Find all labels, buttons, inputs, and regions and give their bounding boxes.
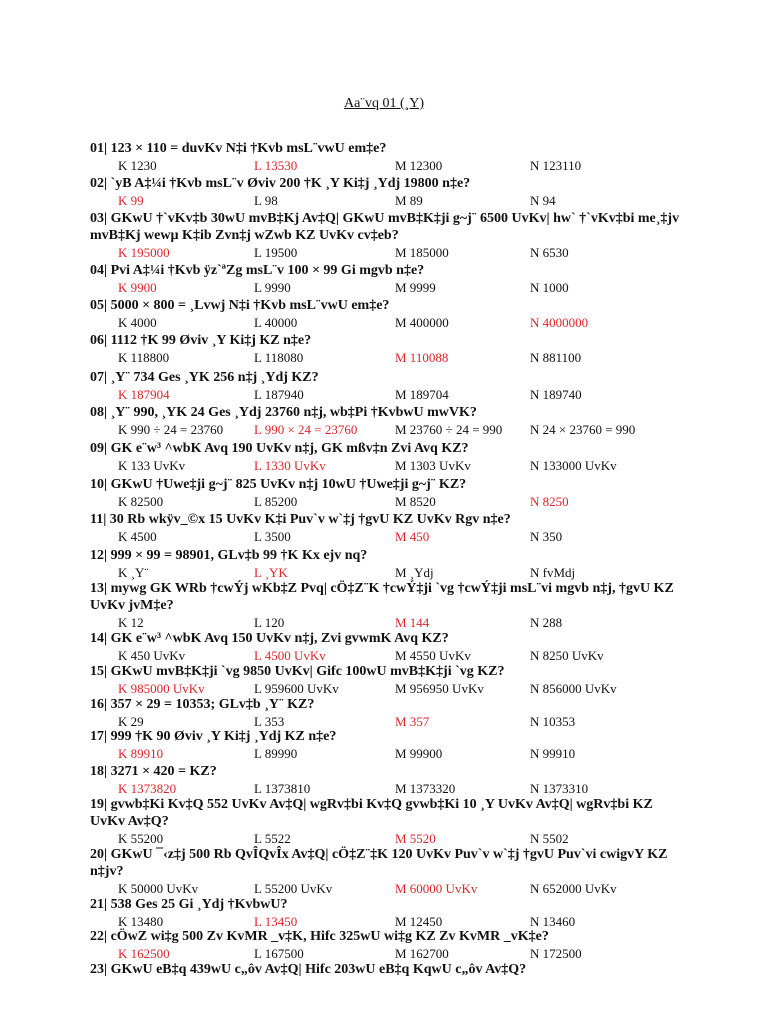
- question-text: 23| GKwU eB‡q 439wU c„ôv Av‡Q| Hifc 203wU eB‡q KqwU c„ôv Av‡Q?: [90, 962, 527, 977]
- option-correct: M 60000 UvKv: [395, 881, 478, 896]
- option: K ¸Y¨: [118, 565, 149, 580]
- option-row: [0, 881, 768, 897]
- option: N 94: [530, 193, 556, 208]
- option: L 89990: [254, 746, 298, 761]
- option: L 19500: [254, 245, 298, 260]
- question-text: 05| 5000 × 800 = ¸Lvwj N‡i †Kvb msL¨vwU em‡e?: [90, 298, 390, 313]
- option: M 400000: [395, 315, 449, 330]
- option-correct: N 8250: [530, 494, 569, 509]
- option-row: [0, 615, 768, 631]
- option-correct: M 450: [395, 529, 430, 544]
- option-row: [0, 245, 768, 261]
- option-correct: L 13450: [254, 914, 298, 929]
- option: N 652000 UvKv: [530, 881, 617, 896]
- option-row: [0, 529, 768, 545]
- option: N 288: [530, 615, 563, 630]
- question-text: 04| Pvi A‡¼i †Kvb ÿz`ªZg msL¨v 100 × 99 Gi mgvb n‡e?: [90, 263, 425, 278]
- option: M 12450: [395, 914, 443, 929]
- option: N 123110: [530, 158, 582, 173]
- option-row: [0, 280, 768, 296]
- question-text: 01| 123 × 110 = duvKv N‡i †Kvb msL¨vwU em‡e?: [90, 141, 387, 156]
- question-text: 11| 30 Rb wkÿv_©x 15 UvKv K‡i Puv`v w`‡j †gvU KZ UvKv Rgv n‡e?: [90, 512, 511, 527]
- option: L 40000: [254, 315, 298, 330]
- option-row: [0, 193, 768, 209]
- option-correct: M 144: [395, 615, 430, 630]
- option: K 50000 UvKv: [118, 881, 199, 896]
- option-correct: L 990 × 24 = 23760: [254, 422, 358, 437]
- question-text: 17| 999 †K 90 Øviv ¸Y Ki‡j ¸Ydj KZ n‡e?: [90, 729, 337, 744]
- option: N 8250 UvKv: [530, 648, 604, 663]
- option-correct: M 110088: [395, 350, 449, 365]
- option: L 5522: [254, 831, 291, 846]
- option-row: [0, 946, 768, 962]
- option: N 856000 UvKv: [530, 681, 617, 696]
- question-text: 19| gvwb‡Ki Kv‡Q 552 UvKv Av‡Q| wgRv‡bi Kv‡Q gvwb‡Ki 10 ¸Y UvKv Av‡Q| wgRv‡bi KZ UvKv Av‡Q?: [90, 797, 653, 829]
- option: N 1373310: [530, 781, 589, 796]
- option-correct: L 13530: [254, 158, 298, 173]
- question-text: 13| mywg GK WRb †cwÝj wKb‡Z Pvq| cÖ‡Z¨K †cwÝ‡ji `vg †cwÝ‡ji msL¨vi mgvb n‡j, †gvU KZ UvKv jvM‡e?: [90, 581, 674, 613]
- option: N 350: [530, 529, 563, 544]
- option-correct: K 1373820: [118, 781, 177, 796]
- option: L 85200: [254, 494, 298, 509]
- option: N 13460: [530, 914, 576, 929]
- option: K 450 UvKv: [118, 648, 186, 663]
- question-text: 14| GK e¨w³ ^wbK Avq 150 UvKv n‡j, Zvi gvwmK Avq KZ?: [90, 631, 449, 646]
- question-text: 22| cÖwZ wi‡g 500 Zv KvMR _v‡K, Hifc 325wU wi‡g KZ Zv KvMR _vK‡e?: [90, 929, 549, 944]
- option-row: [0, 831, 768, 847]
- option: K 4500: [118, 529, 157, 544]
- option: L 187940: [254, 387, 304, 402]
- option: K 118800: [118, 350, 170, 365]
- question-text: 20| GKwU ¯‹z‡j 500 Rb QvÎQvÎx Av‡Q| cÖ‡Z¨‡K 120 UvKv Puv`v w`‡j †gvU Puv`vi cwigvY KZ n‡jv?: [90, 847, 668, 879]
- question-text: 07| ¸Y¨ 734 Ges ¸YK 256 n‡j ¸Ydj KZ?: [90, 370, 319, 385]
- option-correct: K 162500: [118, 946, 170, 961]
- question-text: 10| GKwU †Uwe‡ji g~j¨ 825 UvKv n‡j 10wU †Uwe‡ji g~j¨ KZ?: [90, 477, 467, 492]
- option-row: [0, 781, 768, 797]
- option-row: [0, 158, 768, 174]
- option: K 4000: [118, 315, 157, 330]
- option: L 55200 UvKv: [254, 881, 333, 896]
- option: M 8520: [395, 494, 436, 509]
- option-correct: K 195000: [118, 245, 170, 260]
- option: N 6530: [530, 245, 569, 260]
- option-correct: K 99: [118, 193, 144, 208]
- question-text: 02| `yB A‡¼i †Kvb msL¨v Øviv 200 †K ¸Y Ki‡j ¸Ydj 19800 n‡e?: [90, 176, 471, 191]
- option-row: [0, 494, 768, 510]
- option-row: [0, 648, 768, 664]
- page-title: Aa¨vq 01 (¸Y): [343, 96, 425, 111]
- option: M 162700: [395, 946, 449, 961]
- option: N 189740: [530, 387, 582, 402]
- option: N 99910: [530, 746, 576, 761]
- option: M 185000: [395, 245, 449, 260]
- option: K 55200: [118, 831, 164, 846]
- option: N 5502: [530, 831, 569, 846]
- option: L 118080: [254, 350, 304, 365]
- option: M 12300: [395, 158, 443, 173]
- option: N 133000 UvKv: [530, 458, 617, 473]
- question-text: 18| 3271 × 420 = KZ?: [90, 764, 217, 779]
- option: N 1000: [530, 280, 569, 295]
- option-correct: M 357: [395, 714, 430, 729]
- option-correct: L ¸YK: [254, 565, 288, 580]
- option: M 9999: [395, 280, 436, 295]
- option-correct: K 985000 UvKv: [118, 681, 205, 696]
- option: K 29: [118, 714, 144, 729]
- option-row: [0, 458, 768, 474]
- option: K 1230: [118, 158, 157, 173]
- option-correct: M 5520: [395, 831, 436, 846]
- option: K 133 UvKv: [118, 458, 186, 473]
- question-text: 03| GKwU †`vKv‡b 30wU mvB‡Kj Av‡Q| GKwU mvB‡K‡ji g~j¨ 6500 UvKv| hw` †`vKv‡bi me¸‡jv mvB‡Kj wewµ K‡ib Zvn‡j wZwb KZ UvKv cv‡eb?: [90, 211, 680, 243]
- option: L 959600 UvKv: [254, 681, 339, 696]
- option-correct: K 89910: [118, 746, 164, 761]
- option: L 3500: [254, 529, 291, 544]
- option-row: [0, 350, 768, 366]
- option: M 23760 ÷ 24 = 990: [395, 422, 503, 437]
- option: L 167500: [254, 946, 304, 961]
- option-correct: K 9900: [118, 280, 157, 295]
- option-row: [0, 746, 768, 762]
- option: M ¸Ydj: [395, 565, 434, 580]
- question-text: 21| 538 Ges 25 Gi ¸Ydj †KvbwU?: [90, 897, 288, 912]
- option: N fvMdj: [530, 565, 576, 580]
- question-text: 15| GKwU mvB‡K‡ji `vg 9850 UvKv| Gifc 100wU mvB‡K‡ji `vg KZ?: [90, 664, 505, 679]
- question-text: 16| 357 × 29 = 10353; GLv‡b ¸Y¨ KZ?: [90, 697, 315, 712]
- option: M 89: [395, 193, 423, 208]
- option: K 13480: [118, 914, 164, 929]
- option: M 99900: [395, 746, 443, 761]
- option: K 12: [118, 615, 144, 630]
- option: K 82500: [118, 494, 164, 509]
- option: N 24 × 23760 = 990: [530, 422, 636, 437]
- option-correct: N 4000000: [530, 315, 589, 330]
- option: L 98: [254, 193, 278, 208]
- option-row: [0, 422, 768, 438]
- option-correct: K 187904: [118, 387, 170, 402]
- option-row: [0, 387, 768, 403]
- option-correct: L 1330 UvKv: [254, 458, 326, 473]
- question-text: 06| 1112 †K 99 Øviv ¸Y Ki‡j KZ n‡e?: [90, 333, 312, 348]
- question-text: 09| GK e¨w³ ^wbK Avq 190 UvKv n‡j, GK mßv‡n Zvi Avq KZ?: [90, 441, 469, 456]
- option: N 881100: [530, 350, 582, 365]
- option: M 1303 UvKv: [395, 458, 471, 473]
- question-text: 08| ¸Y¨ 990, ¸YK 24 Ges ¸Ydj 23760 n‡j, wb‡Pi †KvbwU mwVK?: [90, 405, 477, 420]
- option: K 990 ÷ 24 = 23760: [118, 422, 224, 437]
- option: M 4550 UvKv: [395, 648, 471, 663]
- option: M 1373320: [395, 781, 456, 796]
- option-row: [0, 315, 768, 331]
- option: N 172500: [530, 946, 582, 961]
- option-row: [0, 681, 768, 697]
- option: L 9990: [254, 280, 291, 295]
- option-correct: L 4500 UvKv: [254, 648, 326, 663]
- option-row: [0, 565, 768, 581]
- question-text: 12| 999 × 99 = 98901, GLv‡b 99 †K Kx ejv nq?: [90, 548, 368, 563]
- option: M 956950 UvKv: [395, 681, 484, 696]
- option: M 189704: [395, 387, 449, 402]
- option: L 120: [254, 615, 285, 630]
- option: L 353: [254, 714, 285, 729]
- option: L 1373810: [254, 781, 311, 796]
- option: N 10353: [530, 714, 576, 729]
